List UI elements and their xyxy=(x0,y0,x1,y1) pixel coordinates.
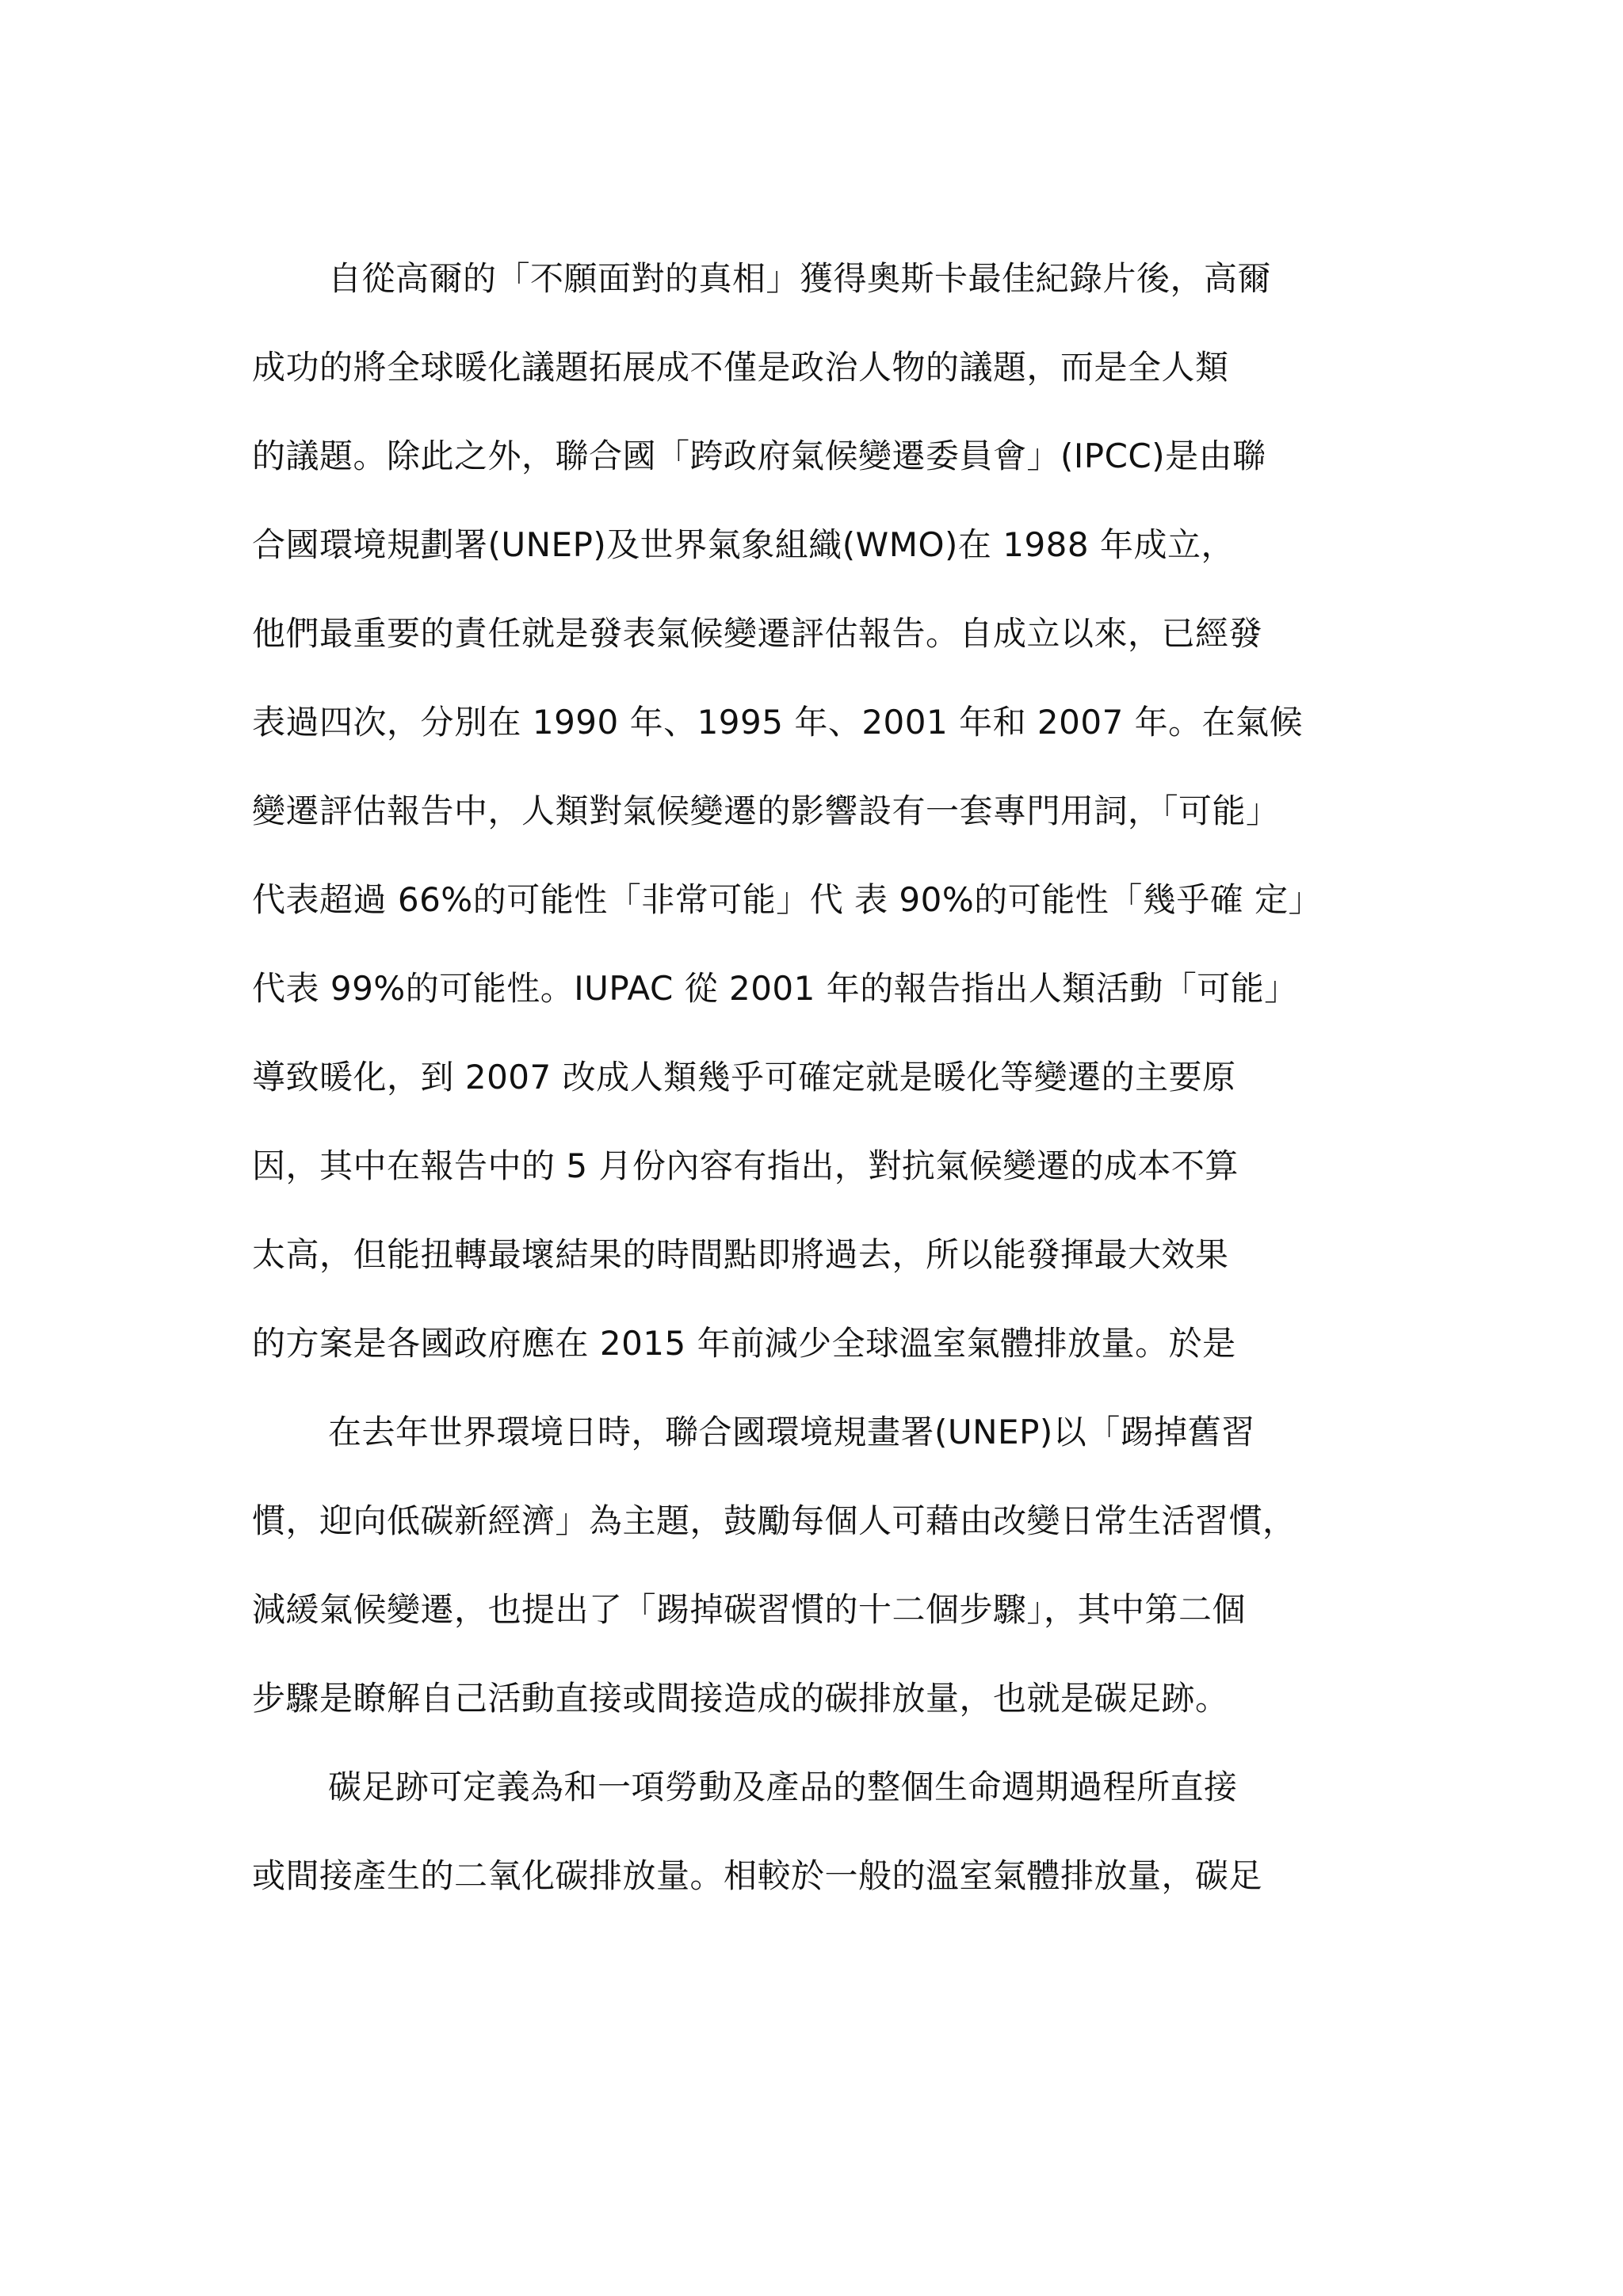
paragraph-ipcc-history xyxy=(252,254,1425,1407)
text-line: 減緩氣候變遷，也提出了「踢掉碳習慣的十二個步驟」，其中第二個 xyxy=(252,1590,1247,1629)
text-line: 慣，迎向低碳新經濟」為主題，鼓勵每個人可藉由改變日常生活習慣， xyxy=(252,1501,1296,1540)
text-line: 因，其中在報告中的 5 月份內容有指出，對抗氣候變遷的成本不算 xyxy=(252,1146,1239,1185)
paragraph-world-environment-day xyxy=(252,1407,1425,1762)
text-line: 碳足跡可定義為和一項勞動及產品的整個生命週期過程所直接 xyxy=(328,1768,1238,1806)
text-line: 自從高爾的「不願面對的真相」獲得奧斯卡最佳紀錄片後，高爾 xyxy=(328,259,1272,298)
text-line: 成功的將全球暖化議題拓展成不僅是政治人物的議題，而是全人類 xyxy=(252,348,1229,387)
text-line: 代表 99%的可能性。IUPAC 從 2001 年的報告指出人類活動「可能」 xyxy=(252,969,1298,1008)
text-line: 太高，但能扭轉最壞結果的時間點即將過去，所以能發揮最大效果 xyxy=(252,1235,1229,1274)
text-line: 代表超過 66%的可能性「非常可能」代 表 90%的可能性「幾乎確 定」 xyxy=(252,880,1323,919)
text-line: 表過四次，分別在 1990 年、1995 年、2001 年和 2007 年。在氣候 xyxy=(252,703,1304,742)
text-line: 或間接產生的二氧化碳排放量。相較於一般的溫室氣體排放量，碳足 xyxy=(252,1856,1263,1895)
text-line: 他們最重要的責任就是發表氣候變遷評估報告。自成立以來，已經發 xyxy=(252,614,1263,653)
text-line: 導致暖化，到 2007 改成人類幾乎可確定就是暖化等變遷的主要原 xyxy=(252,1058,1236,1097)
text-line: 變遷評估報告中，人類對氣候變遷的影響設有一套專門用詞，「可能」 xyxy=(252,791,1280,830)
text-line: 的方案是各國政府應在 2015 年前減少全球溫室氣體排放量。於是 xyxy=(252,1324,1236,1363)
paragraph-carbon-footprint-definition xyxy=(252,1762,1425,1939)
text-line: 步驟是瞭解自己活動直接或間接造成的碳排放量，也就是碳足跡。 xyxy=(252,1679,1229,1718)
body-text xyxy=(252,254,1425,1939)
text-line: 在去年世界環境日時，聯合國環境規畫署(UNEP)以「踢掉舊習 xyxy=(328,1413,1255,1451)
text-line: 的議題。除此之外，聯合國「跨政府氣候變遷委員會」(IPCC)是由聯 xyxy=(252,437,1266,475)
text-line: 合國環境規劃署(UNEP)及世界氣象組織(WMO)在 1988 年成立， xyxy=(252,525,1235,564)
